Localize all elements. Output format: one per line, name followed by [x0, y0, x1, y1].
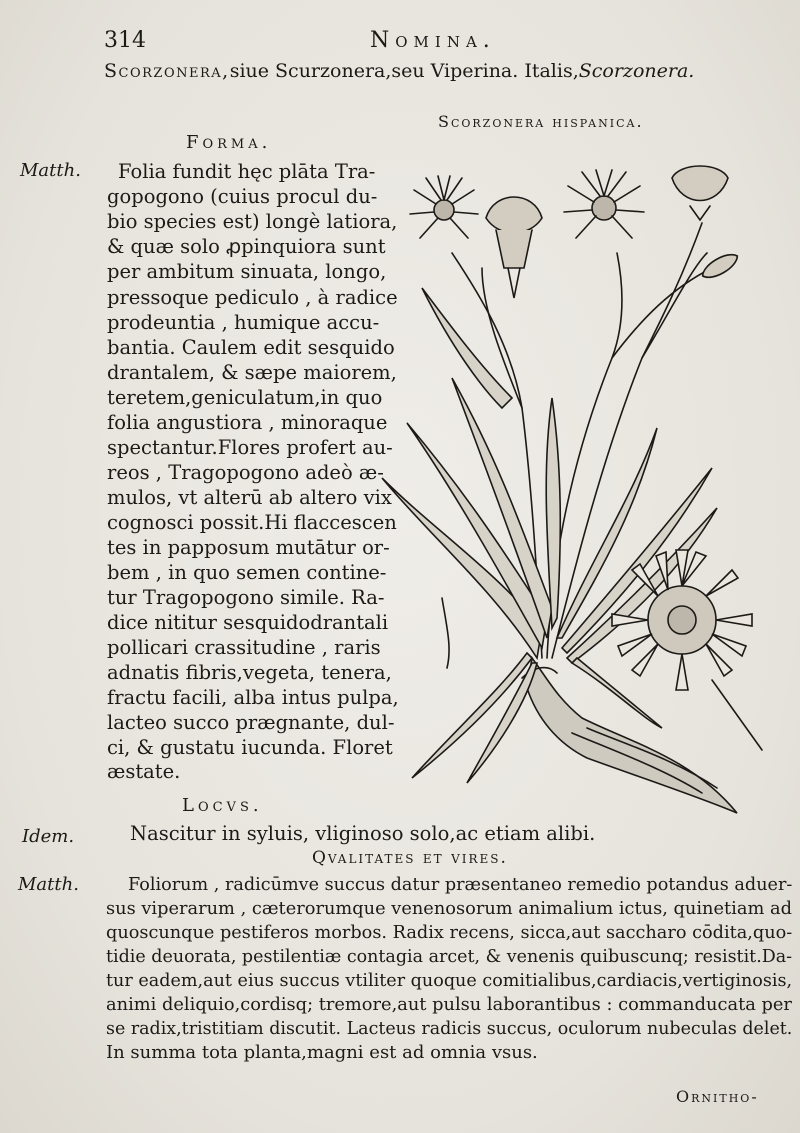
running-head: Nomina. [370, 28, 496, 53]
text-line: tur eadem,aut eius succus vtiliter quoque comitialibus,cardiacis,vertiginosis, [106, 970, 793, 991]
text-line: ci, & gustatu iucunda. Floret [107, 736, 393, 759]
catchword: Ornitho- [676, 1087, 759, 1106]
text-line: tur Tragopogono simile. Ra- [107, 586, 385, 609]
text-line: adnatis fibris,vegeta, tenera, [107, 661, 392, 684]
text-line: gopogono (cuius procul du- [107, 185, 378, 208]
text-line: per ambitum sinuata, longo, [107, 260, 387, 283]
text-line: fractu facili, alba intus pulpa, [107, 686, 399, 709]
text-line: tidie deuorata, pestilentiæ contagia arcet, & venenis quibuscunq; resistit.Da- [106, 946, 793, 967]
text-line: æstate. [107, 760, 181, 783]
text-line: tes in papposum mutātur or- [107, 536, 390, 559]
entry-title-synonyms: siue Scurzonera,seu Viperina. Italis, [229, 60, 579, 82]
text-line: bio species est) longè latiora, [107, 210, 398, 233]
entry-title-name: Scorzonera, [104, 60, 230, 82]
text-line: dice nititur sesquidodrantali [107, 611, 389, 634]
text-line: drantalem, & sæpe maiorem, [107, 361, 397, 384]
figure-caption: Scorzonera hispanica. [438, 112, 644, 131]
section-heading-qualitates: Qvalitates et vires. [312, 848, 508, 868]
text-line: folia angustiora , minoraque [107, 411, 388, 434]
text-line: reos , Tragopogono adeò æ- [107, 461, 384, 484]
text-line: bem , in quo semen contine- [107, 561, 387, 584]
text-line: spectantur.Flores profert au- [107, 436, 393, 459]
margin-note-locus: Idem. [22, 826, 75, 847]
text-line: Folia fundit hęc plāta Tra- [118, 160, 376, 183]
text-line: & quæ solo ꝓpinquiora sunt [107, 235, 386, 258]
text-line: pollicari crassitudine , raris [107, 636, 381, 659]
text-line: In summa tota planta,magni est ad omnia vsus. [106, 1042, 538, 1063]
margin-note-qualitates: Matth. [18, 874, 79, 895]
text-line: prodeuntia , humique accu- [107, 311, 380, 334]
section-heading-forma: Forma. [186, 132, 272, 153]
text-line: bantia. Caulem edit sesquido [107, 336, 395, 359]
text-line: animi deliquio,cordisq; tremore,aut pulsu laborantibus : commanducata per [106, 994, 792, 1015]
scorzonera-woodcut-illustration [372, 158, 772, 818]
text-line: cognosci possit.Hi flaccescen [107, 511, 397, 534]
section-heading-locus: Locvs. [182, 795, 263, 816]
text-line: sus viperarum , cæterorumque venenosorum animalium ictus, quinetiam ad [106, 898, 792, 919]
margin-note-forma: Matth. [20, 160, 81, 181]
text-line: Foliorum , radicūmve succus datur præsentaneo remedio potandus aduer- [128, 874, 793, 895]
entry-title [104, 60, 694, 82]
page-number: 314 [104, 28, 146, 53]
text-line: mulos, vt alterū ab altero vix [107, 486, 392, 509]
entry-title-italian: Scorzonera. [578, 60, 695, 82]
text-line: pressoque pediculo , à radice [107, 286, 398, 309]
text-line: quoscunque pestiferos morbos. Radix recens, sicca,aut saccharo cōdita,quo- [106, 922, 793, 943]
text-line: lacteo succo prægnante, dul- [107, 711, 395, 734]
text-line: se radix,tristitiam discutit. Lacteus radicis succus, oculorum nubeculas delet. [106, 1018, 793, 1039]
text-line: teretem,geniculatum,in quo [107, 386, 383, 409]
locus-text: Nascitur in syluis, vliginoso solo,ac etiam alibi. [130, 822, 596, 845]
